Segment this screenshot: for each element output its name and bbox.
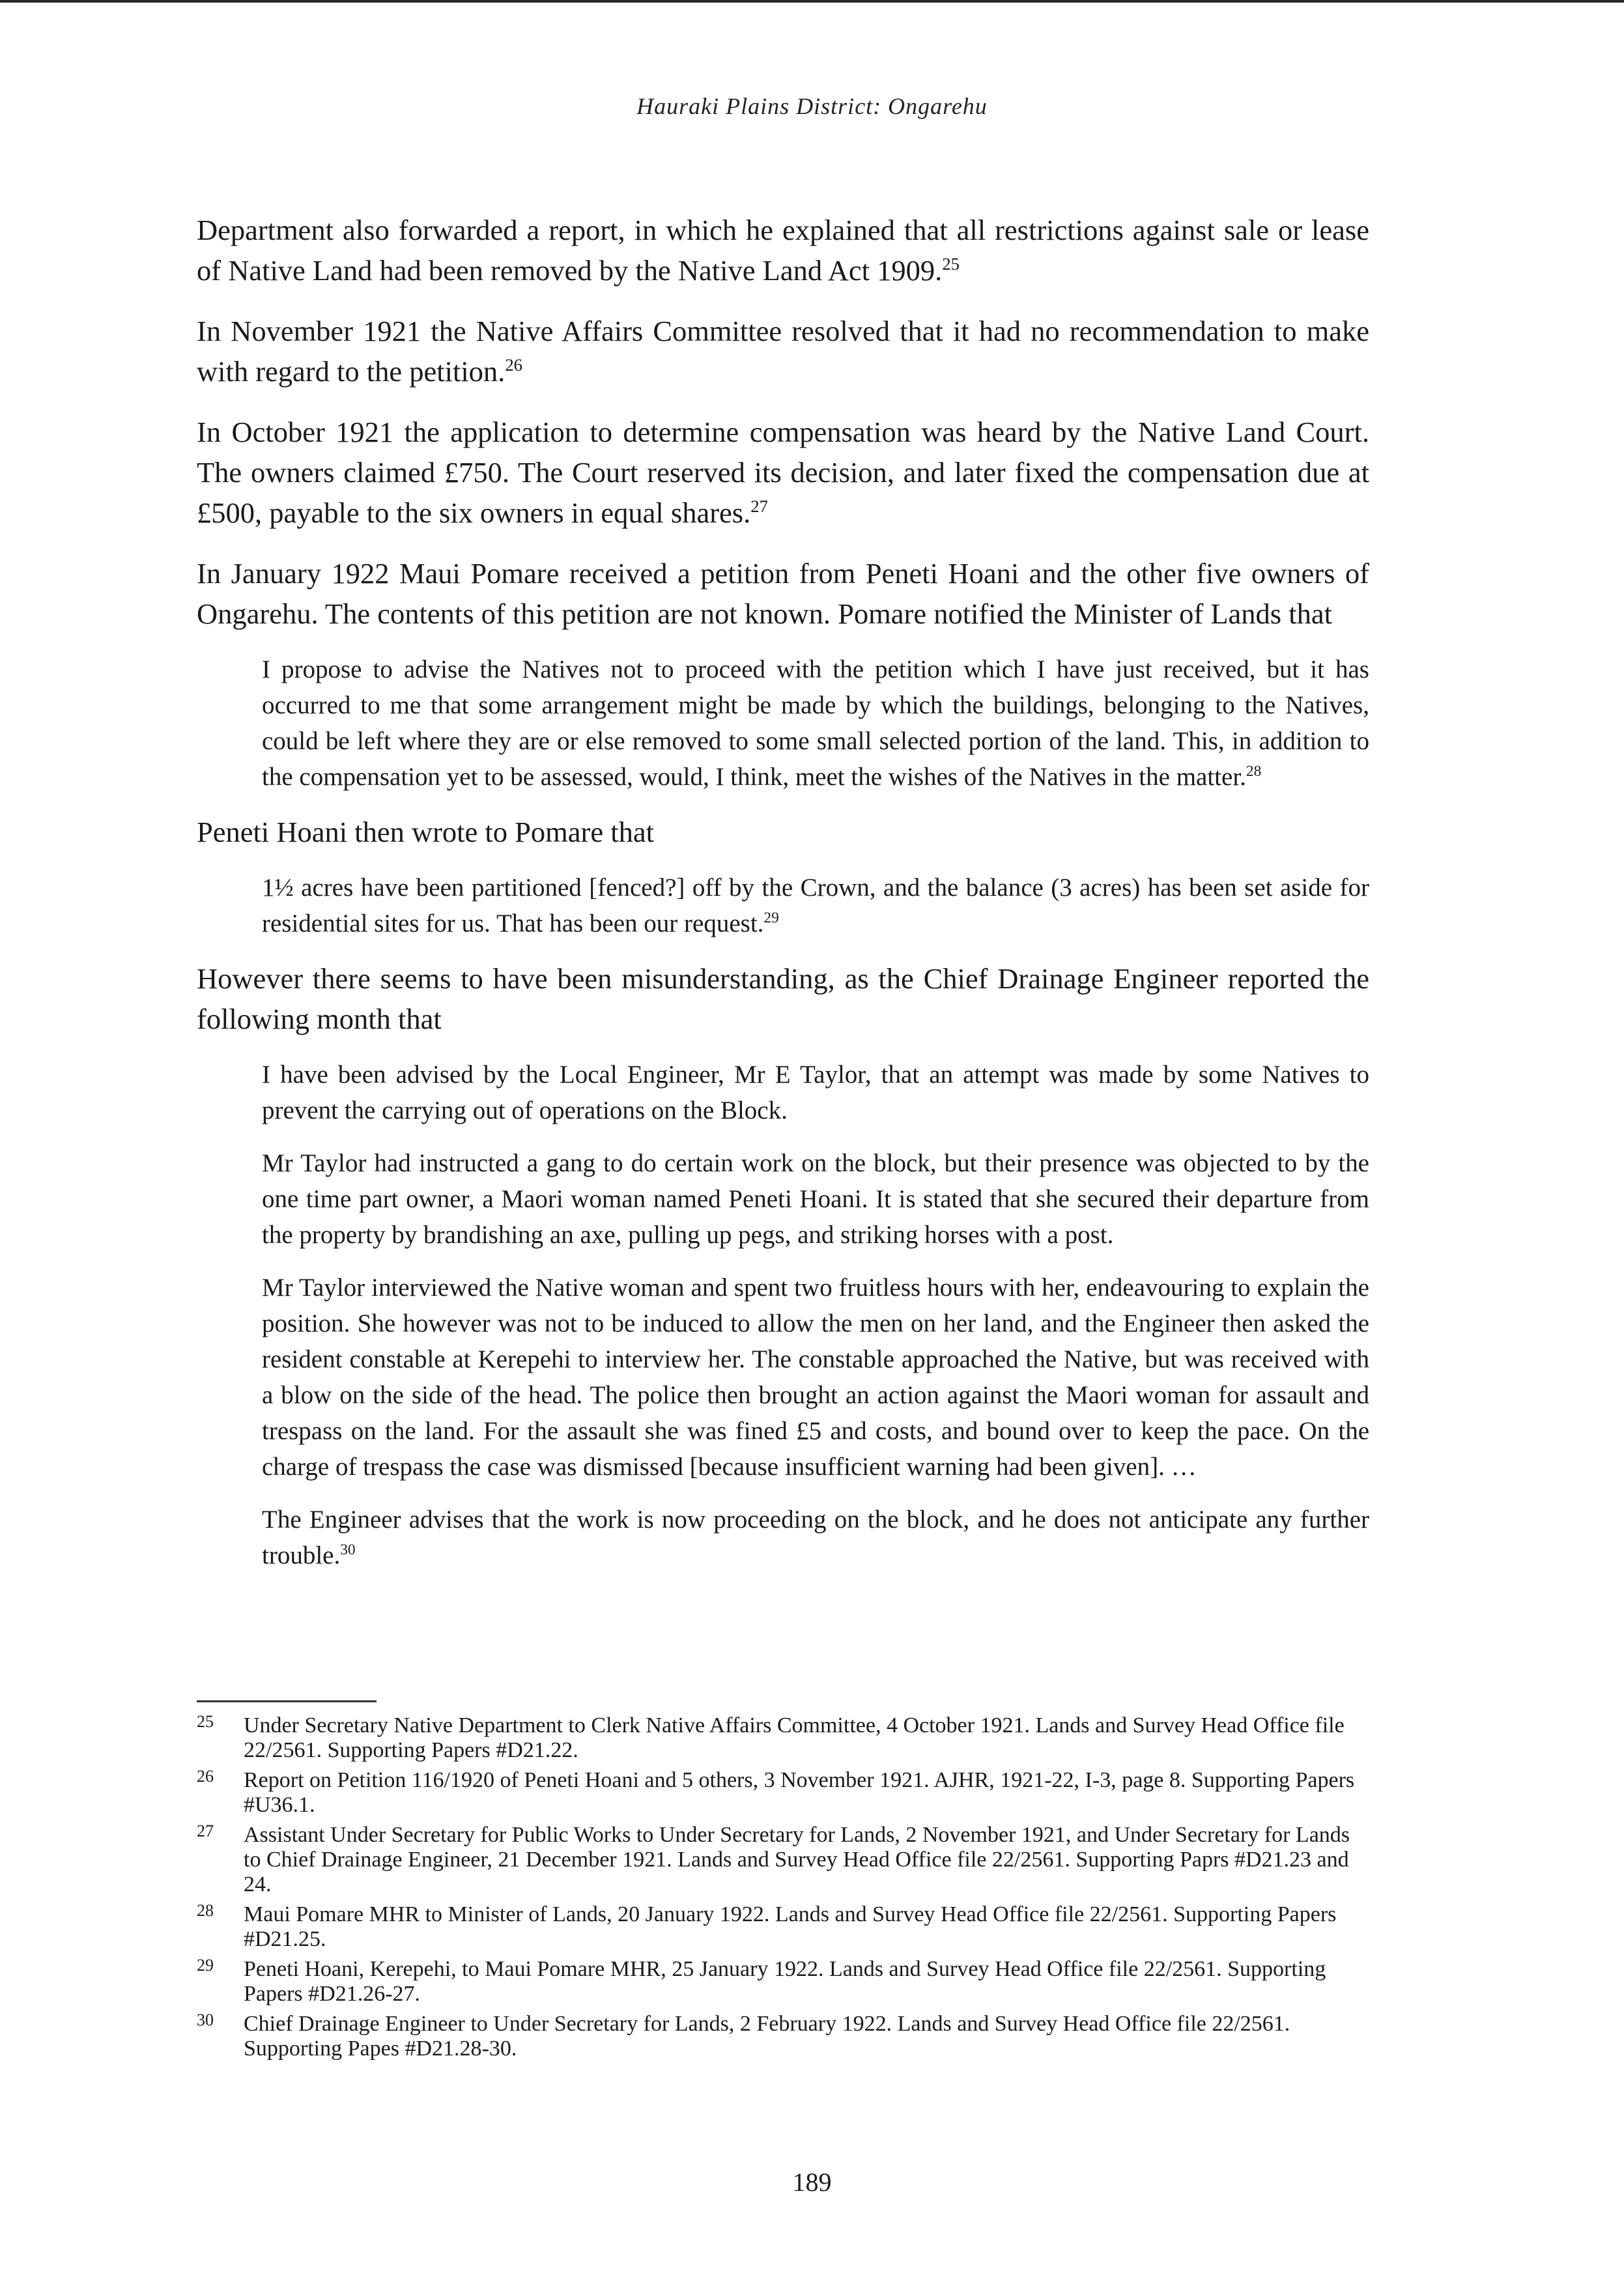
- footnote-ref[interactable]: 28: [1246, 763, 1262, 780]
- footnote-number: 25: [197, 1712, 214, 1731]
- footnote: [197, 1713, 1369, 1763]
- body-text: [197, 210, 1369, 1590]
- footnote-ref[interactable]: 29: [763, 909, 779, 926]
- footnote-ref[interactable]: 26: [505, 355, 522, 375]
- footnote-text: Chief Drainage Engineer to Under Secretary for Lands, 2 February 1922. Lands and Survey Head Office file 22/2561. Supporting Papes #D21.28-30.: [244, 2012, 1290, 2061]
- block-quote: I propose to advise the Natives not to proceed with the petition which I have just received, but it has occurred to me that some arrangement might be made by which the buildings, belonging to the Natives, could be left where they are or else removed to some small selected portion of the land. This, in addition to the compensation yet to be assessed, would, I think, meet the wishes of the Natives in the matter.$^{28}$: [262, 655, 1369, 791]
- footnote-text: Under Secretary Native Department to Clerk Native Affairs Committee, 4 October 1921. Lands and Survey Head Office file 22/2561. Supporting Papers #D21.22.: [244, 1713, 1345, 1762]
- footnote-ref[interactable]: 25: [942, 254, 960, 274]
- footnote-rule: [197, 1700, 377, 1702]
- running-head: Hauraki Plains District: Ongarehu: [636, 93, 988, 119]
- footnote-number: 29: [197, 1956, 214, 1975]
- footnote: [197, 1823, 1369, 1897]
- block-quote: Mr Taylor had instructed a gang to do certain work on the block, but their presence was objected to by the one time part owner, a Maori woman named Peneti Hoani. It is stated that she secured their departure from the property by brandishing an axe, pulling up pegs, and striking horses with a post.: [262, 1149, 1369, 1249]
- block-quote: The Engineer advises that the work is now proceeding on the block, and he does not anticipate any further trouble.$^{30}$: [262, 1506, 1369, 1569]
- footnotes: [197, 1713, 1369, 2066]
- footnote-text: Maui Pomare MHR to Minister of Lands, 20 January 1922. Lands and Survey Head Office file 22/2561. Supporting Papers #D21.25.: [244, 1902, 1337, 1951]
- footnote: [197, 2012, 1369, 2061]
- footnote-text: Assistant Under Secretary for Public Works to Under Secretary for Lands, 2 November 1921, and Under Secretary for Lands to Chief Drainage Engineer, 21 December 1921. Lands and Survey Head Office file 22/2561. Supporting Paprs #D21.23 and 24.: [244, 1823, 1350, 1896]
- paragraph: However there seems to have been misunderstanding, as the Chief Drainage Engineer reported the following month that: [197, 962, 1369, 1035]
- footnote-text: Peneti Hoani, Kerepehi, to Maui Pomare MHR, 25 January 1922. Lands and Survey Head Office file 22/2561. Supporting Papers #D21.26-27.: [244, 1957, 1326, 2006]
- block-quote: I have been advised by the Local Engineer, Mr E Taylor, that an attempt was made by some Natives to prevent the carrying out of operations on the Block.: [262, 1061, 1369, 1124]
- footnote: [197, 1902, 1369, 1952]
- block-quote: Mr Taylor interviewed the Native woman and spent two fruitless hours with her, endeavouring to explain the position. She however was not to be induced to allow the men on her land, and the Engineer then asked the resident constable at Kerepehi to interview her. The constable approached the Native, but was received with a blow on the side of the head. The police then brought an action against the Maori woman for assault and trespass on the land. For the assault she was fined £5 and costs, and bound over to keep the pace. On the charge of trespass the case was dismissed [because insufficient warning had been given]. …: [262, 1274, 1369, 1481]
- footnote-ref[interactable]: 27: [750, 496, 768, 517]
- block-quote: 1½ acres have been partitioned [fenced?] off by the Crown, and the balance (3 acres) has been set aside for residential sites for us. That has been our request.$^{29}$: [262, 874, 1369, 937]
- paragraph: In November 1921 the Native Affairs Committee resolved that it had no recommendation to make with regard to the petition.$^{26}$: [197, 315, 1369, 388]
- page-number: 189: [792, 2167, 832, 2197]
- footnote-number: 27: [197, 1822, 214, 1840]
- footnote: [197, 1768, 1369, 1818]
- footnote-number: 26: [197, 1767, 214, 1786]
- footnote-text: Report on Petition 116/1920 of Peneti Hoani and 5 others, 3 November 1921. AJHR, 1921-22, I-3, page 8. Supporting Papers #U36.1.: [244, 1768, 1355, 1817]
- top-rule: [0, 0, 1624, 3]
- paragraph: Peneti Hoani then wrote to Pomare that: [197, 816, 654, 848]
- footnote-ref[interactable]: 30: [340, 1541, 356, 1558]
- footnote: [197, 1957, 1369, 2007]
- paragraph: In October 1921 the application to determine compensation was heard by the Native Land Court. The owners claimed £750. The Court reserved its decision, and later fixed the compensation due at £500, payable to the six owners in equal shares.$^{27}$: [197, 416, 1369, 529]
- paragraph: In January 1922 Maui Pomare received a petition from Peneti Hoani and the other five owners of Ongarehu. The contents of this petition are not known. Pomare notified the Minister of Lands that: [197, 557, 1369, 630]
- footnote-number: 30: [197, 2010, 214, 2029]
- footnote-number: 28: [197, 1901, 214, 1920]
- paragraph: Department also forwarded a report, in which he explained that all restrictions against sale or lease of Native Land had been removed by the Native Land Act 1909.25: [197, 214, 1369, 287]
